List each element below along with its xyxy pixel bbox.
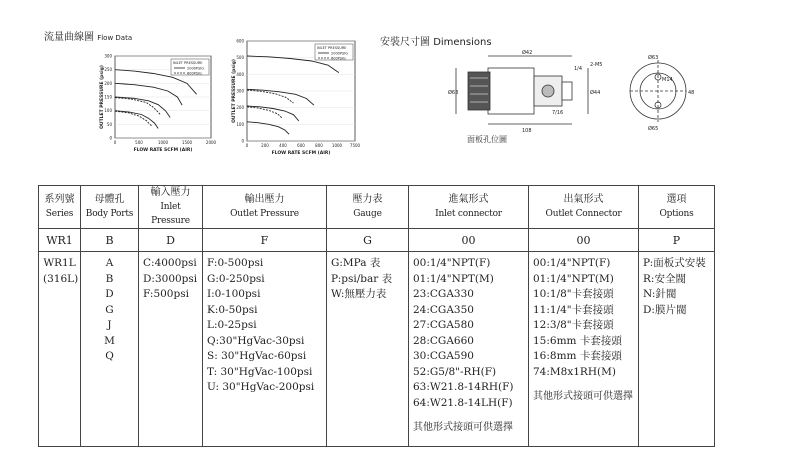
panel-mount-note: 面板孔位圖 xyxy=(467,135,507,144)
y-tick-label: 100 xyxy=(236,121,244,127)
dim-label-11: Ø65 xyxy=(648,126,659,132)
y-tick-label: 100 xyxy=(104,108,112,114)
header-options: 選項 Options xyxy=(639,186,715,229)
dim-title-en: Dimensions xyxy=(433,37,492,48)
cell-inlet-connector: 00:1/4"NPT(F) 01:1/4"NPT(M) 23:CGA330 24:CGA350 27:CGA580 28:CGA660 30:CGA590 52:G5/8"-RH(F) 63:W21.8-14RH(F) 64:W21.8-14LH(F) 其他形式接頭可供選擇 xyxy=(409,252,529,447)
y-tick-label: 200 xyxy=(236,105,244,111)
cell-gauge: G:MPa 表 P:psi/bar 表 W:無壓力表 xyxy=(327,252,409,447)
series-line xyxy=(115,111,158,129)
dimensions-title xyxy=(380,33,492,48)
y-tick-label: 500 xyxy=(236,55,244,61)
flow-chart-2 xyxy=(225,35,360,160)
y-tick-label: 600 xyxy=(236,38,244,44)
x-tick-label: 0 xyxy=(113,140,117,145)
legend-title: INLET PRESSURE xyxy=(317,46,347,50)
dim-label-4: 2-M5 xyxy=(590,62,603,68)
ordering-table xyxy=(38,185,715,447)
y-tick-label: 0 xyxy=(241,138,244,144)
table-code-row xyxy=(39,229,715,252)
dim-label-5: Ø44 xyxy=(590,90,601,96)
cell-body-ports: A B D G J M Q xyxy=(81,252,139,447)
legend-entry: 2000PSIG xyxy=(331,51,348,56)
header-inlet-pressure: 輸入壓力 Inlet Pressure xyxy=(139,186,203,229)
flow-chart-1 xyxy=(95,52,215,157)
code-inlet-connector: 00 xyxy=(409,229,529,252)
x-axis-label: FLOW RATE SCFM (AIR) xyxy=(271,151,331,156)
dim-label-1: Ø42 xyxy=(522,50,533,56)
flow-data-title xyxy=(44,28,132,43)
code-outlet-connector: 00 xyxy=(529,229,639,252)
legend-entry: 2000PSIG xyxy=(187,66,204,71)
code-body-ports: B xyxy=(81,229,139,252)
dim-label-3: Ø63 xyxy=(448,90,459,96)
y-tick-label: 400 xyxy=(236,71,244,77)
flow-title-zh: 流量曲線圖 xyxy=(44,32,94,43)
legend-entry: 600PSIG xyxy=(187,71,202,76)
outlet-note: 其他形式接頭可供選擇 xyxy=(533,391,633,402)
dim-label-6: 108 xyxy=(522,128,532,134)
x-tick-label: 500 xyxy=(135,140,143,145)
y-tick-label: 150 xyxy=(104,94,112,100)
x-tick-label: 400 xyxy=(279,143,287,148)
y-tick-label: 250 xyxy=(104,67,112,73)
y-tick-label: 300 xyxy=(236,88,244,94)
y-axis-label: OUTLET PRESSURE (psig) xyxy=(100,65,105,129)
legend-title: INLET PRESSURE xyxy=(173,61,203,65)
x-tick-label: 600 xyxy=(297,143,305,148)
header-series: 系列號 Series xyxy=(39,186,81,229)
flow-title-en: Flow Data xyxy=(97,34,133,42)
dim-label-2: 1/4 xyxy=(574,66,583,72)
cell-options: P:面板式安裝 R:安全閥 N:針閥 D:膜片閥 xyxy=(639,252,715,447)
x-tick-label: 0 xyxy=(245,143,249,148)
series-line xyxy=(115,83,182,105)
header-outlet-connector: 出氣形式 Outlet Connector xyxy=(529,186,639,229)
code-outlet-pressure: F xyxy=(203,229,327,252)
cell-series: WR1L (316L) xyxy=(39,252,81,447)
series-line xyxy=(247,89,314,105)
series-line xyxy=(247,106,299,121)
legend-entry: 600PSIG xyxy=(331,56,346,61)
dim-label-10: 48 xyxy=(688,90,695,96)
cell-outlet-connector: 00:1/4"NPT(F) 01:1/4"NPT(M) 10:1/8"卡套接頭 11:1/4"卡套接頭 12:3/8"卡套接頭 15:6mm 卡套接頭 16:8mm 卡套接頭 74:M8x1RH(M) 其他形式接頭可供選擇 xyxy=(529,252,639,447)
code-inlet-pressure: D xyxy=(139,229,203,252)
series-line xyxy=(115,97,170,118)
y-axis-label: OUTLET PRESSURE (psig) xyxy=(232,59,237,123)
regulator-body-outline xyxy=(488,68,534,114)
series-line xyxy=(247,90,293,103)
x-tick-label: 1000 xyxy=(157,140,169,145)
code-options: P xyxy=(639,229,715,252)
dim-label-9: M14 xyxy=(662,77,673,83)
dim-label-8: Ø63 xyxy=(648,55,659,61)
inlet-note: 其他形式接頭可供選擇 xyxy=(413,422,513,433)
x-axis-label: FLOW RATE SCFM (AIR) xyxy=(133,148,193,153)
y-tick-label: 300 xyxy=(104,53,112,59)
series-line xyxy=(247,122,289,135)
table-options-row xyxy=(39,252,715,447)
dim-title-zh: 安裝尺寸圖 xyxy=(380,37,430,48)
header-outlet-pressure: 輸出壓力 Outlet Pressure xyxy=(203,186,327,229)
header-gauge: 壓力表 Gauge xyxy=(327,186,409,229)
series-line xyxy=(115,111,151,125)
header-inlet-connector: 進氣形式 Inlet connector xyxy=(409,186,529,229)
x-tick-label: 1000 xyxy=(331,143,343,148)
x-tick-label: 200 xyxy=(261,143,269,148)
code-gauge: G xyxy=(327,229,409,252)
x-tick-label: 2000 xyxy=(205,140,217,145)
y-tick-label: 50 xyxy=(106,121,112,127)
series-line xyxy=(247,107,283,119)
code-series: WR1 xyxy=(39,229,81,252)
y-tick-label: 0 xyxy=(109,135,112,141)
header-body-ports: 母體孔 Body Ports xyxy=(81,186,139,229)
cell-outlet-pressure: F:0-500psi G:0-250psi I:0-100psi K:0-50psi L:0-25psi Q:30"HgVac-30psi S: 30"HgVac-60psi T: 30"HgVac-100psi U: 30"HgVac-200psi xyxy=(203,252,327,447)
x-tick-label: 7500 xyxy=(349,143,361,148)
x-tick-label: 1500 xyxy=(181,140,193,145)
dimension-drawing xyxy=(448,48,708,138)
x-tick-label: 800 xyxy=(315,143,323,148)
y-tick-label: 200 xyxy=(104,80,112,86)
cell-inlet-pressure: C:4000psi D:3000psi F:500psi xyxy=(139,252,203,447)
dim-label-7: 7/16 xyxy=(552,110,564,116)
table-header-row xyxy=(39,186,715,229)
